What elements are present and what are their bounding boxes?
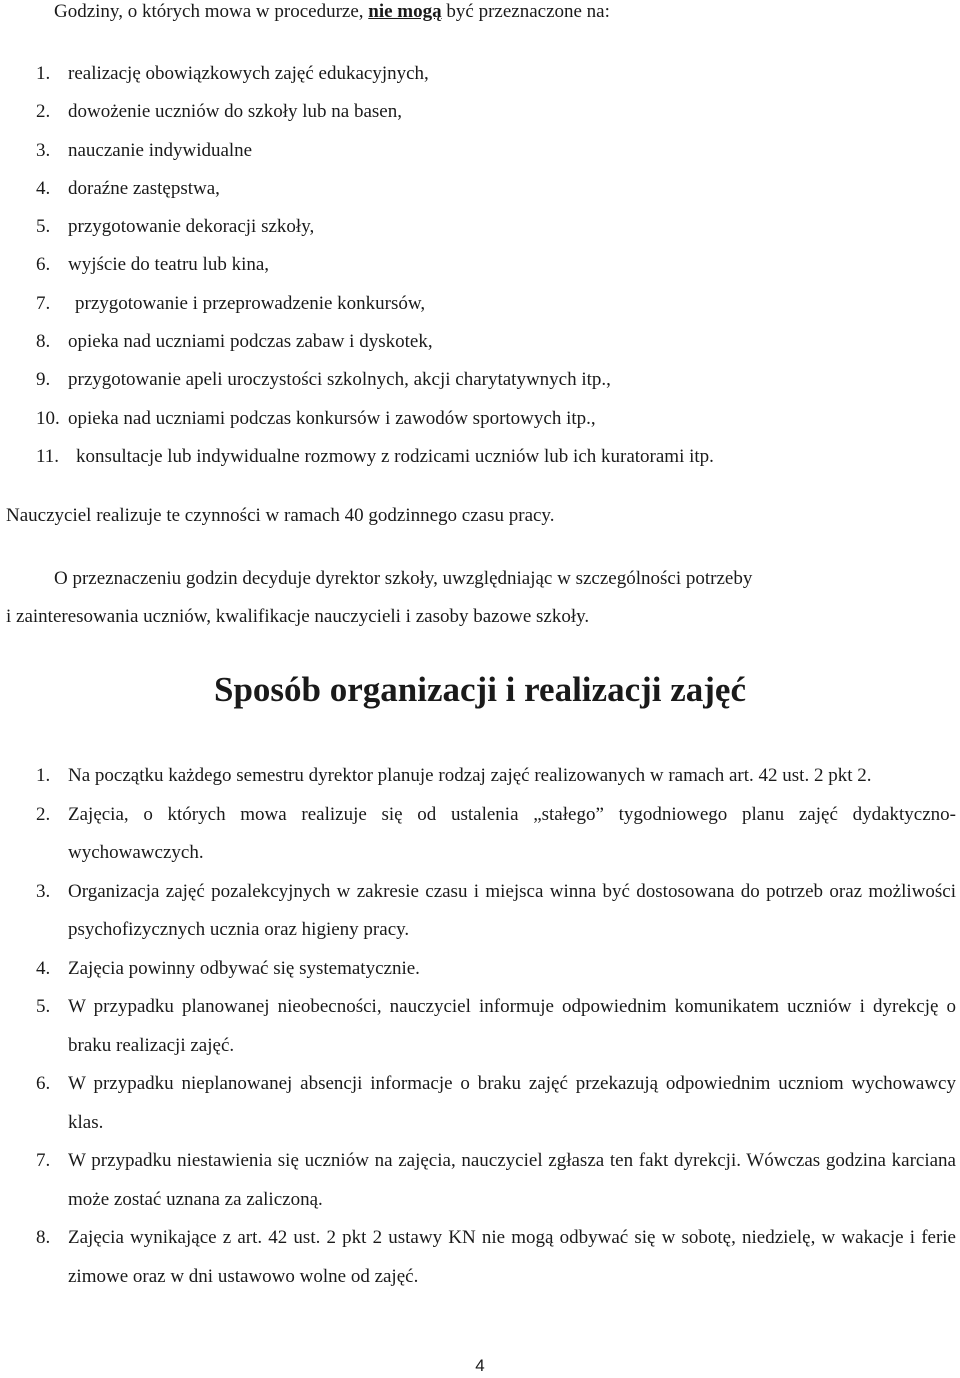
list-item-number: 3. [36,880,51,902]
list-item-text: Zajęcia wynikające z art. 42 ust. 2 pkt 2 ustawy KN nie mogą odbywać się w sobotę, niedzielę, w wakacje i ferie zimowe oraz w dni ustawowo wolne od zajęć. [68,1227,956,1287]
intro-after: być przeznaczone na: [441,1,610,22]
list-item-number: 8. [36,1227,51,1248]
list-item-number: 2. [36,803,51,825]
list-item [0,873,960,950]
list-item-text: przygotowanie dekoracji szkoły, [68,216,315,238]
list-item-number: 6. [36,254,51,276]
list-item-text: W przypadku nieplanowanej absencji informacje o braku zajęć przekazują odpowiednim uczniom wychowawcy klas. [68,1073,956,1133]
director-paragraph-line2: i zainteresowania uczniów, kwalifikacje nauczycieli i zasoby bazowe szkoły. [6,606,590,627]
list-item-text: opieka nad uczniami podczas konkursów i zawodów sportowych itp., [68,407,596,429]
list-item-text: Zajęcia, o których mowa realizuje się od ustalenia „stałego” tygodniowego planu zajęć dydaktyczno-wychowawczych. [68,803,956,863]
list-item-text: wyjście do teatru lub kina, [68,254,270,276]
list-item [0,757,960,796]
list-item [0,796,960,873]
list-item-number: 10. [36,407,60,429]
list-item [0,1065,960,1142]
teacher-paragraph: Nauczyciel realizuje te czynności w ramach 40 godzinnego czasu pracy. [6,505,555,526]
list-item-text: opieka nad uczniami podczas zabaw i dyskotek, [68,331,433,353]
list-item-number: 7. [36,292,51,314]
list-item-text: konsultacje lub indywidualne rozmowy z rodzicami uczniów lub ich kuratorami itp. [76,445,714,467]
list-item-text: W przypadku niestawienia się uczniów na zajęcia, nauczyciel zgłasza ten fakt dyrekcji. Wówczas godzina karciana może zostać uznana za zaliczoną. [68,1150,956,1210]
list-item-text: Organizacja zajęć pozalekcyjnych w zakresie czasu i miejsca winna być dostosowana do potrzeb oraz możliwości psychofizycznych ucznia oraz higieny pracy. [68,880,956,940]
list-item-text: przygotowanie apeli uroczystości szkolnych, akcji charytatywnych itp., [68,369,611,391]
list-item-text: przygotowanie i przeprowadzenie konkursów, [75,292,426,314]
list-item-text: realizację obowiązkowych zajęć edukacyjnych, [68,63,429,84]
list-item-text: nauczanie indywidualne [68,139,253,161]
list-item-number: 8. [36,331,51,353]
rules-list [0,757,960,1296]
list-item-number: 1. [36,63,51,84]
list-item-number: 11. [36,445,60,467]
intro-sentence [54,0,610,24]
list-item-text: Na początku każdego semestru dyrektor planuje rodzaj zajęć realizowanych w ramach art. 42 ust. 2 pkt 2. [68,765,872,786]
list-item-number: 4. [36,957,51,979]
list-item-number: 5. [36,216,51,238]
list-item-text: doraźne zastępstwa, [68,177,220,199]
intro-emphasis: nie mogą [368,1,442,22]
list-item-number: 9. [36,369,51,391]
intro-before: Godziny, o których mowa w procedurze, [54,1,369,22]
list-item [0,950,960,989]
list-item [0,988,960,1065]
list-item-number: 5. [36,996,51,1017]
list-item-number: 7. [36,1150,51,1171]
list-item [0,1219,960,1296]
list-item-number: 3. [36,139,51,161]
list-item [0,1142,960,1219]
list-item-text: W przypadku planowanej nieobecności, nauczyciel informuje odpowiednim komunikatem uczniów i dyrekcję o braku realizacji zajęć. [68,996,956,1056]
list-item-number: 2. [36,101,51,123]
list-item-text: dowożenie uczniów do szkoły lub na basen, [68,101,402,123]
list-item-text: Zajęcia powinny odbywać się systematycznie. [68,957,420,979]
list-item-number: 1. [36,765,51,786]
list-item-number: 4. [36,177,51,199]
section-heading: Sposób organizacji i realizacji zajęć [213,670,746,709]
page-number: 4 [475,1356,485,1375]
list-item-number: 6. [36,1073,51,1094]
director-paragraph-line1: O przeznaczeniu godzin decyduje dyrektor szkoły, uwzględniając w szczególności potrzeby [54,568,753,589]
